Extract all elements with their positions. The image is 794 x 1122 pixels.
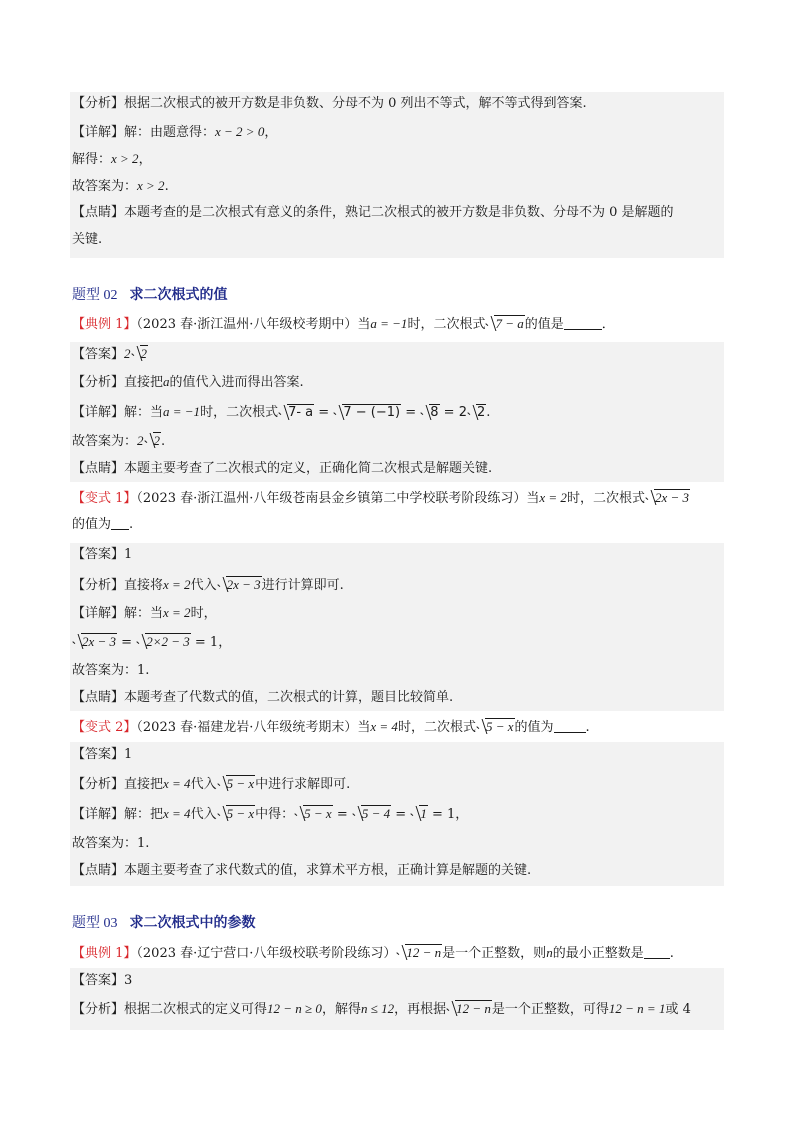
variant1-question-cont: 的值为 . [72, 517, 134, 532]
comment-line: 【点睛】本题考查了代数式的值，二次根式的计算，题目比较简单. [72, 690, 454, 705]
variant1-question: 【变式 1】（2023 春·浙江温州·八年级苍南县金乡镇第二中学校联考阶段练习）当x = 2时，二次根式 2x − 3 [72, 490, 689, 506]
answer-blank [564, 316, 602, 330]
analysis-line: 【分析】直接把a的值代入进而得出答案. [72, 374, 304, 390]
analysis-line: 【分析】直接将x = 2代入 2x − 3进行计算即可. [72, 577, 344, 593]
final-answer-line: 故答案为：2 2. [72, 433, 166, 449]
detail-line: 【详解】解：把x = 4代入 5 − x中得： 5 − x = 5 − 4 = 1 = 1， [72, 806, 469, 822]
variant2-question: 【变式 2】（2023 春·福建龙岩·八年级统考期末）当x = 4时，二次根式 5 − x的值为 . [72, 719, 590, 735]
detail-line: 【详解】解：当x = 2时， [72, 605, 217, 621]
answer-line: 【答案】1 [72, 747, 133, 762]
comment-line: 【点睛】本题考查的是二次根式有意义的条件，熟记二次根式的被开方数是非负数、分母不为 0 是解题的 [72, 205, 674, 220]
solution-block-variant1 [70, 543, 724, 711]
analysis-line: 【分析】根据二次根式的被开方数是非负数、分母不为 0 列出不等式，解不等式得到答案. [72, 96, 587, 111]
comment-line-cont: 关键. [72, 232, 103, 247]
example-question: 【典例 1】（2023 春·辽宁营口·八年级校联考阶段练习） 12 − n是一个正整数，则n的最小正整数是 . [72, 945, 674, 961]
solve-line: 解得：x > 2， [72, 151, 152, 167]
example-question: 【典例 1】（2023 春·浙江温州·八年级校考期中）当a = −1时，二次根式 7 − a的值是 ． [72, 316, 615, 332]
radical: 7 − a [485, 315, 524, 334]
analysis-line: 【分析】直接把x = 4代入 5 − x中进行求解即可. [72, 776, 351, 792]
answer-line: 【答案】3 [72, 973, 133, 988]
calc-line: 2x − 3 = 2×2 − 3 = 1， [72, 633, 231, 652]
answer-blank [644, 945, 670, 959]
answer-line: 【答案】1 [72, 547, 133, 562]
answer-blank [111, 516, 129, 530]
solution-block-top [70, 92, 724, 258]
detail-line: 【详解】解：当a = −1时，二次根式 7- a = 7 − (−1) = 8 = 2 2. [72, 404, 491, 420]
comment-line: 【点睛】本题主要考查了求代数式的值，求算术平方根，正确计算是解题的关键. [72, 863, 532, 878]
analysis-line: 【分析】根据二次根式的定义可得12 − n ≥ 0，解得n ≤ 12，再根据 12 − n是一个正整数，可得12 − n = 1或 4 [72, 1001, 691, 1017]
answer-line: 故答案为：x > 2. [72, 178, 169, 194]
final-answer-line: 故答案为：1. [72, 663, 150, 678]
final-answer-line: 故答案为：1. [72, 836, 150, 851]
answer-blank [554, 719, 586, 733]
section-heading-03: 题型 03 求二次根式中的参数 [72, 915, 256, 931]
solution-block-section03 [70, 968, 724, 1030]
detail-line: 【详解】解：由题意得：x − 2 > 0， [72, 124, 278, 140]
comment-line: 【点睛】本题主要考查了二次根式的定义，正确化简二次根式是解题关键. [72, 461, 493, 476]
section-heading-02: 题型 02 求二次根式的值 [72, 287, 228, 303]
answer-line: 【答案】2 2 [72, 346, 148, 362]
